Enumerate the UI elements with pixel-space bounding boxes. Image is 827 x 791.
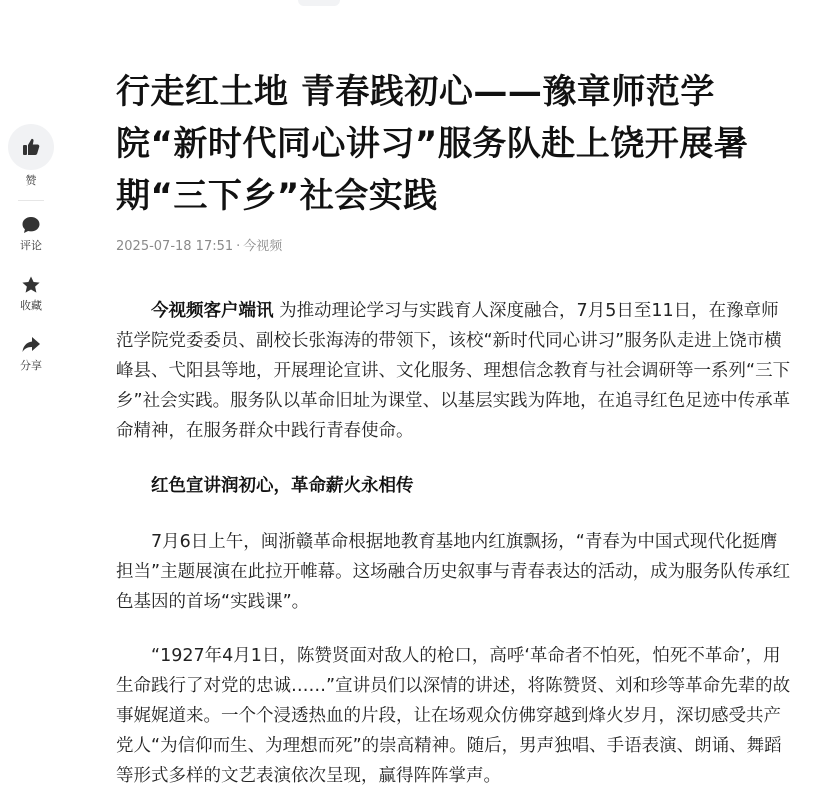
- body-paragraph-2: 7月6日上午，闽浙赣革命根据地教育基地内红旗飘扬，“青春为中国式现代化挺膺担当”主题展演在此拉开帷幕。这场融合历史叙事与青春表达的活动，成为服务队传承红色基因的首场“实践课”。: [116, 532, 791, 612]
- like-label: 赞: [25, 174, 37, 187]
- share-button[interactable]: [20, 335, 42, 373]
- side-toolbar: [8, 124, 54, 373]
- lead-text: 为推动理论学习与实践育人深度融合，7月5日至11日，在豫章师范学院党委委员、副校长张海涛的带领下，该校“新时代同心讲习”服务队走进上饶市横峰县、弋阳县等地，开展理论宣讲、文化服务、理想信念教育与社会调研等一系列“三下乡”社会实践。服务队以革命旧址为课堂、以基层实践为阵地，在追寻红色足迹中传承革命精神，在服务群众中践行青春使命。: [116, 301, 791, 441]
- article-meta: [116, 238, 792, 256]
- share-arrow-icon: [21, 335, 41, 355]
- publish-date: 2025-07-18 17:51: [116, 239, 234, 254]
- toolbar-divider: [18, 200, 44, 201]
- source-name[interactable]: 今视频: [243, 239, 283, 254]
- like-icon-circle: [8, 124, 54, 170]
- body-paragraph-3: “1927年4月1日，陈赞贤面对敌人的枪口，高呼‘革命者不怕死，怕死不革命’，用生命践行了对党的忠诚……”宣讲员们以深情的讲述，将陈赞贤、刘和珍等革命先辈的故事娓娓道来。一个个浸透热血的片段，让在场观众仿佛穿越到烽火岁月，深切感受共产党人“为信仰而生、为理想而死”的崇高精神。随后，男声独唱、手语表演、朗诵、舞蹈等形式多样的文艺表演依次呈现，赢得阵阵掌声。: [116, 646, 791, 786]
- lead-paragraph: [116, 296, 792, 446]
- comment-bubble-icon: [21, 215, 41, 235]
- share-label: 分享: [20, 359, 42, 372]
- comment-button[interactable]: [20, 215, 42, 253]
- favorite-label: 收藏: [20, 299, 42, 312]
- favorite-button[interactable]: [20, 275, 42, 313]
- section-heading: 红色宣讲润初心，革命薪火永相传: [151, 476, 414, 496]
- comment-label: 评论: [20, 239, 42, 252]
- article: [116, 66, 792, 791]
- like-button[interactable]: [8, 124, 54, 188]
- article-title: 行走红土地 青春践初心——豫章师范学院“新时代同心讲习”服务队赴上饶开展暑期“三下乡”社会实践: [116, 72, 749, 216]
- top-tab-indicator: [298, 0, 340, 6]
- meta-separator: ·: [236, 239, 241, 254]
- thumbs-up-icon: [21, 137, 41, 157]
- star-icon: [21, 275, 41, 295]
- lead-prefix: 今视频客户端讯: [151, 301, 274, 321]
